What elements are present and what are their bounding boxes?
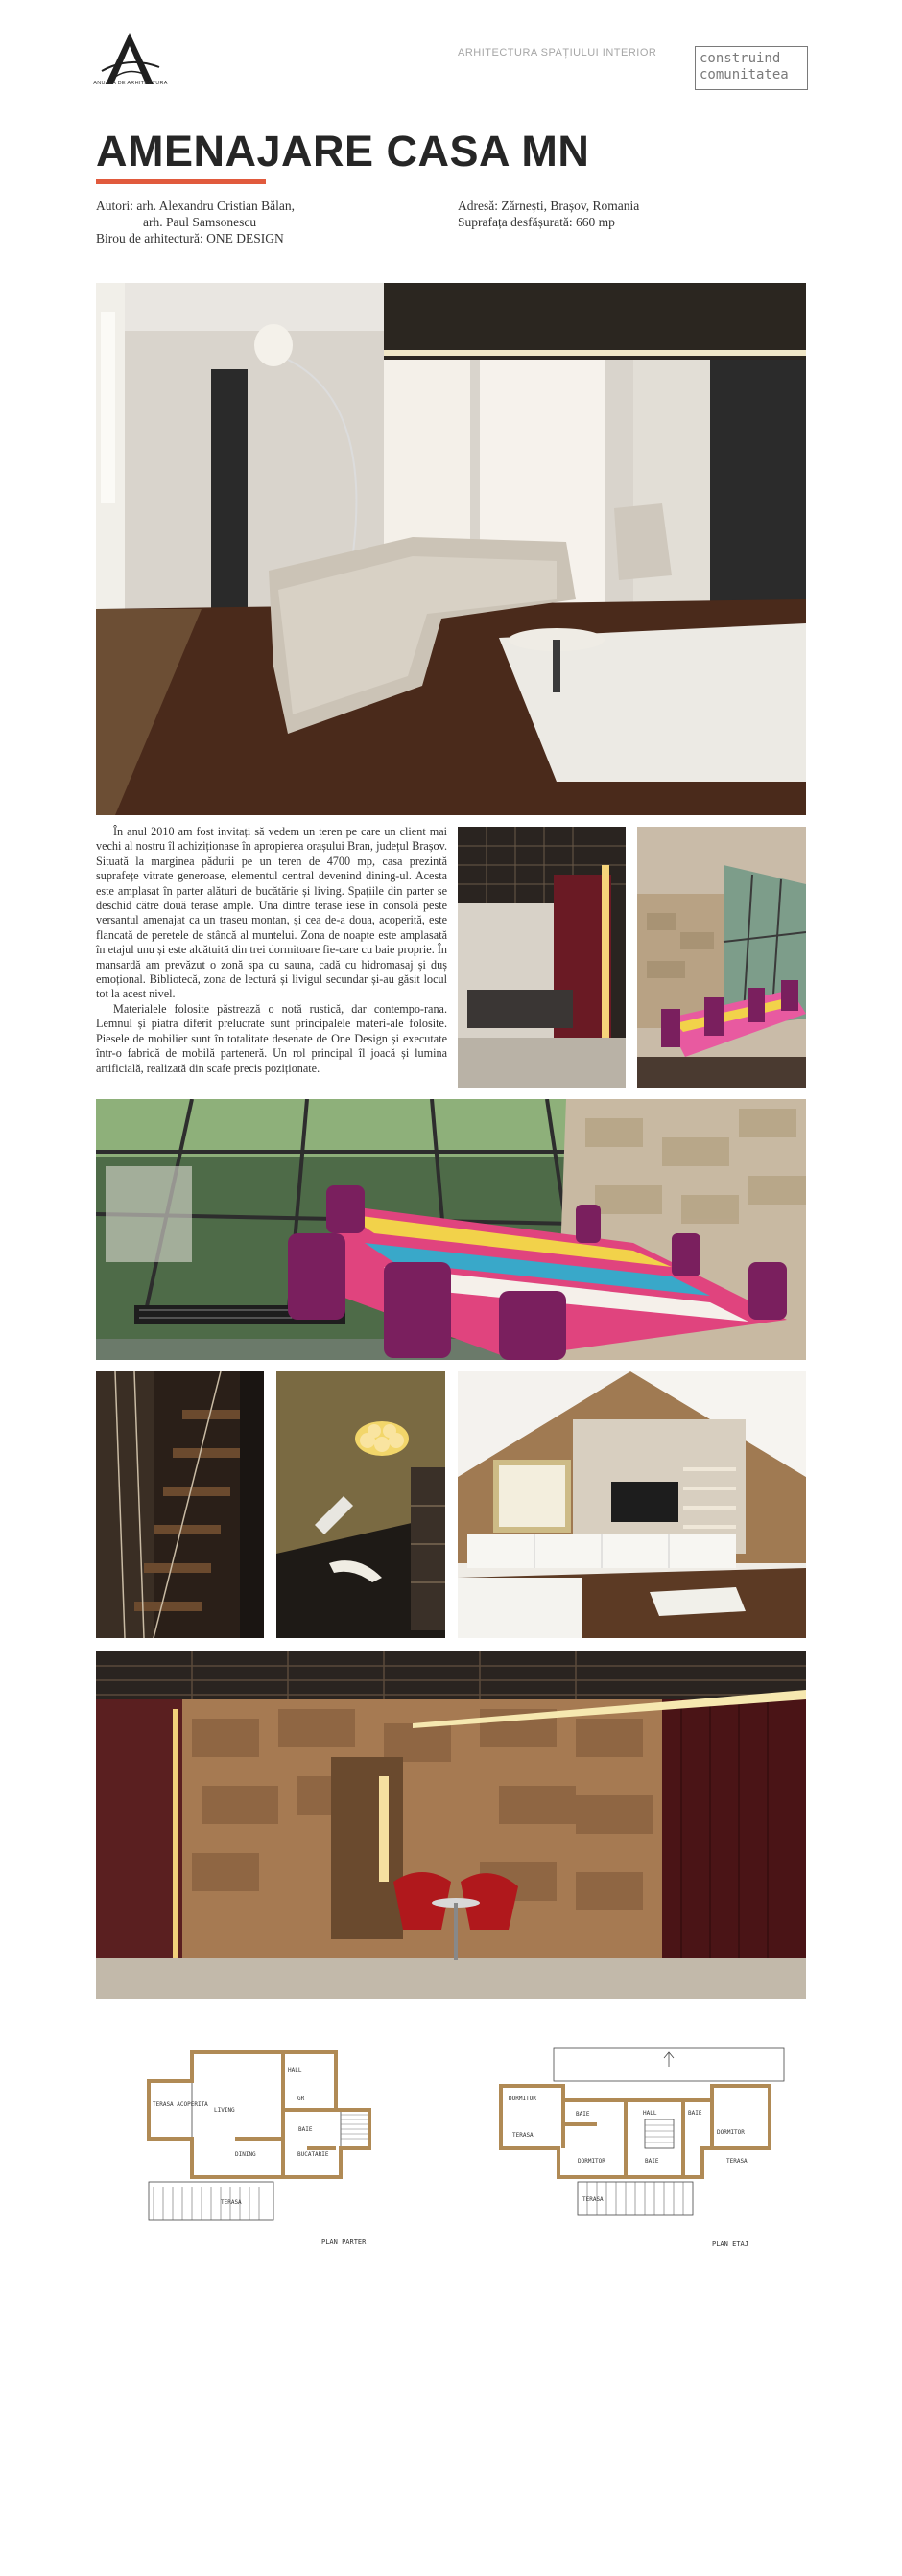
- floor1-plan-caption: PLAN ETAJ: [712, 2240, 748, 2248]
- dining-room-photo: [96, 1099, 806, 1360]
- ground-floor-plan: [130, 2043, 427, 2254]
- plan-label: GR: [297, 2096, 305, 2102]
- bedroom-photo: [458, 827, 626, 1088]
- authors-line-2: arh. Paul Samsonescu: [143, 215, 257, 229]
- description-paragraph-2: Materialele folosite păstrează o notă rustică, dar contempo-rana. Lemnul și piatra diferit prelucrate sunt principalele materi-ale folosite. Piesele de mobilier sunt în totalitate desenate de One Design și executate într-o fabrică de mobilă parteneră. Un rol principal îl joacă și lumina artificială, realizată din scafe precis poziționate.: [96, 1001, 447, 1075]
- office-line: Birou de arhitectură: ONE DESIGN: [96, 231, 284, 246]
- media-room-photo: [458, 1371, 806, 1638]
- plan-label: TERASA: [726, 2158, 748, 2165]
- dining-small-photo: [637, 827, 806, 1088]
- lounge-photo: [96, 1651, 806, 1999]
- authors-line: Autori: arh. Alexandru Cristian Bălan,: [96, 199, 295, 213]
- authors-block: [96, 198, 441, 246]
- badge-line-1: construind: [700, 51, 781, 66]
- plan-label: BAIE: [298, 2126, 313, 2133]
- plan-label: BUCATARIE: [297, 2151, 329, 2158]
- plan-label: LIVING: [214, 2107, 235, 2114]
- logo-caption: ANUALA DE ARHITECTURA: [93, 81, 168, 86]
- construind-comunitatea-logo: [695, 46, 808, 90]
- area-line: Suprafața desfășurată: 660 mp: [458, 215, 615, 229]
- plan-label: DORMITOR: [717, 2129, 745, 2136]
- project-info-block: [458, 198, 803, 230]
- address-line: Adresă: Zărnești, Brașov, Romania: [458, 199, 640, 213]
- project-description: [96, 825, 447, 1076]
- reading-nook-photo: [276, 1371, 445, 1638]
- plan-label: HALL: [288, 2067, 302, 2073]
- plan-label: TERASA ACOPERITA: [153, 2101, 208, 2108]
- plan-label: BAIE: [576, 2111, 590, 2118]
- title-underline: [96, 179, 266, 184]
- badge-line-2: comunitatea: [700, 67, 789, 82]
- plan-label: DORMITOR: [578, 2158, 605, 2165]
- plan-label: DINING: [235, 2151, 256, 2158]
- description-paragraph-1: În anul 2010 am fost invitați să vedem un teren pe care un client mai vechi al nostru îl achiziționase în apropierea orașului Bran, județul Brașov. Situată la marginea pădurii pe un teren de 4700 mp, casa prezintă suprafețe vitrate generoase, elementul central devenind dining-ul. Acesta este amplasat în parter alături de bucătărie și living. Spațiile din parter se deschid către două terase ample. Una dintre terase iese în consolă peste versantul amenajat ca un traseu montan, și cea de-a doua, acoperită, este flancată de peretele de stâncă al muntelui. Zona de noapte este amplasată în etajul unu și este alcătuită din trei dormitoare fie-care cu baie proprie. În mansardă am prevăzut o zonă spa cu sauna, cadă cu hidromasaj și duș emoțional. Bibliotecă, zona de lectură și livigul secundar și-au găsit locul tot la acest nivel.: [96, 825, 447, 1001]
- plan-label: BAIE: [688, 2110, 702, 2117]
- plan-label: TERASA: [512, 2132, 534, 2139]
- plan-label: DORMITOR: [509, 2096, 536, 2102]
- living-room-photo: [96, 283, 806, 815]
- ground-plan-caption: PLAN PARTER: [321, 2238, 367, 2246]
- plan-label: BAIE: [645, 2158, 659, 2165]
- plan-label: HALL: [643, 2110, 657, 2117]
- plan-label: TERASA: [221, 2199, 242, 2206]
- page-title: AMENAJARE CASA MN: [96, 127, 590, 176]
- section-tagline: ARHITECTURA SPAȚIULUI INTERIOR: [458, 47, 657, 59]
- plan-label: TERASA: [582, 2196, 604, 2203]
- staircase-photo: [96, 1371, 264, 1638]
- first-floor-plan: [491, 2043, 798, 2254]
